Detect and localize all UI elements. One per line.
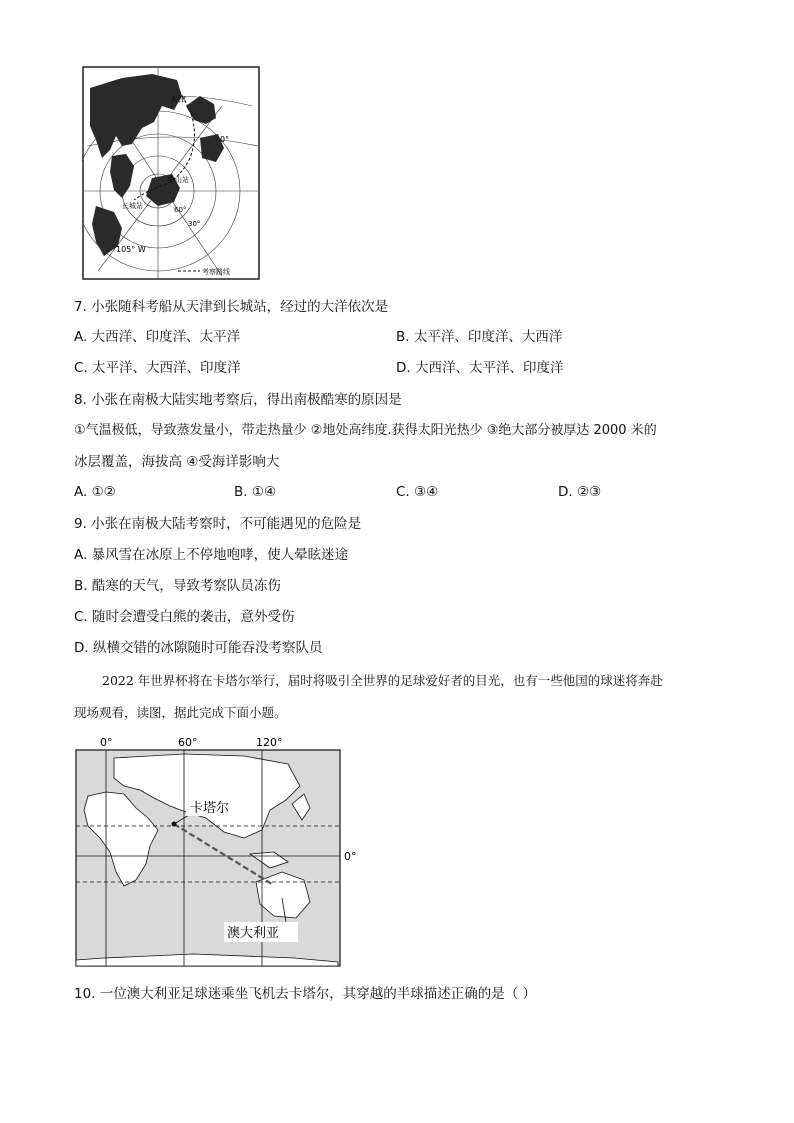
question-8-stem: 8. 小张在南极大陆实地考察后，得出南极酷寒的原因是 bbox=[74, 392, 402, 408]
label-lon0: 0° bbox=[220, 135, 230, 144]
label-lon120: 120° bbox=[256, 736, 283, 749]
expedition-route-map bbox=[82, 66, 260, 280]
question-7-stem: 7. 小张随科考船从天津到长城站，经过的大洋依次是 bbox=[74, 299, 389, 315]
passage-line2: 现场观看，读图，据此完成下面小题。 bbox=[74, 705, 287, 720]
label-lon0: 0° bbox=[100, 736, 113, 749]
legend-label: 考察路线 bbox=[202, 268, 230, 276]
question-9-option-a: A. 暴风雪在冰原上不停地咆哮，使人晕眩迷途 bbox=[74, 547, 349, 563]
question-10-stem: 10. 一位澳大利亚足球迷乘坐飞机去卡塔尔，其穿越的半球描述正确的是（ ） bbox=[74, 986, 537, 1002]
question-9-option-d: D. 纵横交错的冰隙随时可能吞没考察队员 bbox=[74, 640, 323, 656]
question-8-statements-line1: ①气温极低，导致蒸发量小，带走热量少 ②地处高纬度.获得太阳光热少 ③绝大部分被厚达 2000 米的 bbox=[74, 423, 657, 438]
world-cup-map bbox=[74, 734, 364, 970]
question-8-option-b: B. ①④ bbox=[234, 484, 277, 500]
passage-line1: 2022 年世界杯将在卡塔尔举行，届时将吸引全世界的足球爱好者的目光，也有一些他国的球迷将奔赴 bbox=[102, 673, 663, 688]
label-australia: 澳大利亚 bbox=[227, 926, 280, 941]
label-equator: 0° bbox=[344, 850, 357, 863]
label-lat30: 30° bbox=[188, 220, 201, 228]
question-8-option-a: A. ①② bbox=[74, 484, 116, 500]
question-7-option-b: B. 太平洋、印度洋、大西洋 bbox=[396, 329, 563, 345]
question-9-option-c: C. 随时会遭受白熊的袭击，意外受伤 bbox=[74, 609, 295, 625]
label-lon105: 105° W bbox=[116, 245, 146, 254]
question-7-option-c: C. 太平洋、大西洋、印度洋 bbox=[74, 360, 241, 376]
question-8-option-d: D. ②③ bbox=[558, 484, 602, 500]
question-8-statements-line2: 冰层覆盖，海拔高 ④受海详影响大 bbox=[74, 454, 280, 470]
label-tianjin: 天津 bbox=[170, 95, 186, 104]
label-lon60: 60° bbox=[178, 736, 198, 749]
label-zhongshan: 中山站 bbox=[168, 176, 189, 184]
question-8-option-c: C. ③④ bbox=[396, 484, 439, 500]
question-7-option-a: A. 大西洋、印度洋、太平洋 bbox=[74, 329, 241, 345]
label-lat60: 60° bbox=[174, 206, 187, 214]
question-9-stem: 9. 小张在南极大陆考察时，不可能遇见的危险是 bbox=[74, 516, 362, 532]
label-qatar: 卡塔尔 bbox=[190, 801, 230, 816]
question-9-option-b: B. 酷寒的天气，导致考察队员冻伤 bbox=[74, 578, 281, 594]
question-7-option-d: D. 大西洋、太平洋、印度洋 bbox=[396, 360, 564, 376]
label-changcheng: 长城站 bbox=[122, 202, 143, 210]
